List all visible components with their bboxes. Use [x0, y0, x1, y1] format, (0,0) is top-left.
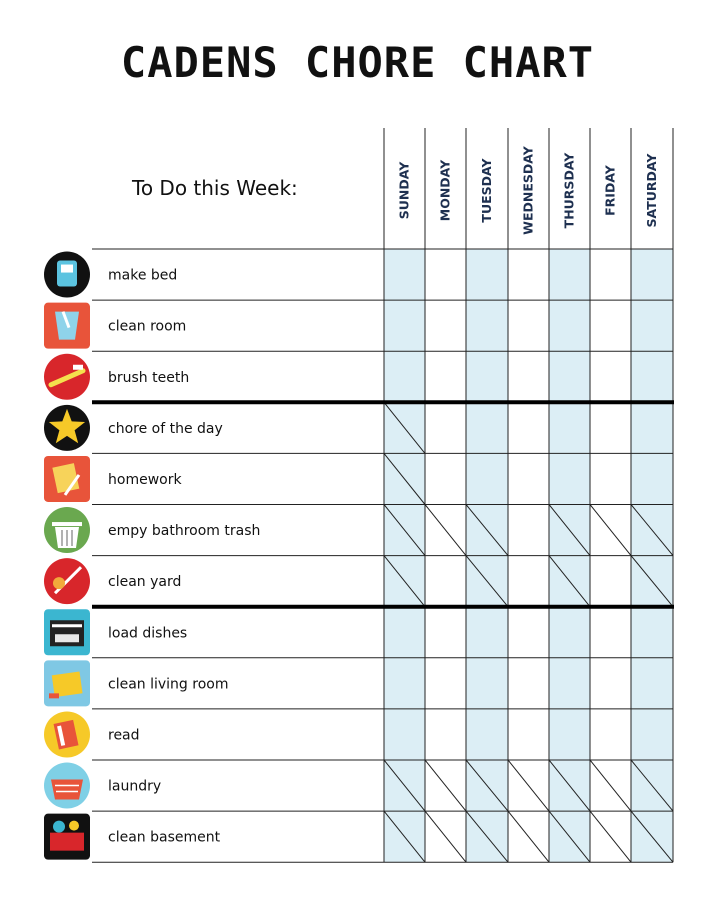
- chore-rows: [108, 268, 260, 846]
- day-header-wednesday: WEDNESDAY: [520, 146, 536, 235]
- crossed-cell-friday: [590, 505, 631, 556]
- dishwasher-icon: [44, 609, 90, 655]
- living-room-icon: [44, 660, 90, 706]
- day-headers: [397, 145, 660, 235]
- laundry-basket-icon: [44, 763, 90, 809]
- toy-box-icon: [44, 814, 90, 860]
- day-header-saturday: SATURDAY: [644, 153, 659, 228]
- day-header-monday: MONDAY: [437, 159, 453, 222]
- chore-label: clean yard: [108, 574, 182, 591]
- bed-icon: [44, 252, 90, 298]
- day-header-friday: FRIDAY: [602, 165, 618, 216]
- crossed-cell-friday: [590, 811, 631, 862]
- trash-can-icon: [44, 507, 90, 553]
- chart-title: CADENS CHORE CHART: [120, 38, 595, 87]
- chore-label: read: [108, 727, 140, 744]
- day-header-tuesday: TUESDAY: [479, 158, 494, 223]
- chore-label: empy bathroom trash: [108, 523, 261, 540]
- toothbrush-icon: [44, 354, 90, 400]
- crossed-cell-monday: [425, 811, 466, 862]
- chore-label: homework: [108, 471, 182, 488]
- crossed-cell-monday: [425, 760, 466, 811]
- chore-label: load dishes: [108, 625, 188, 642]
- crossed-cell-friday: [590, 760, 631, 811]
- chore-label: clean living room: [108, 676, 229, 693]
- chore-label: chore of the day: [108, 420, 223, 437]
- chore-label: laundry: [108, 778, 162, 795]
- book-icon: [44, 711, 90, 757]
- star-icon: [44, 405, 90, 451]
- chore-label: clean room: [108, 318, 187, 335]
- todo-heading: To Do this Week:: [132, 176, 298, 200]
- homework-icon: [44, 456, 90, 502]
- chore-label: brush teeth: [108, 369, 190, 386]
- chore-label: make bed: [108, 267, 178, 284]
- chore-icons: [44, 252, 90, 860]
- crossed-cell-wednesday: [508, 811, 549, 862]
- chore-label: clean basement: [108, 829, 221, 846]
- rake-icon: [44, 558, 90, 604]
- clothes-icon: [44, 303, 90, 349]
- crossed-cell-wednesday: [508, 760, 549, 811]
- crossed-cells: [384, 402, 673, 862]
- day-header-thursday: THURSDAY: [561, 152, 577, 229]
- crossed-cell-monday: [425, 505, 466, 556]
- day-header-sunday: SUNDAY: [396, 161, 412, 220]
